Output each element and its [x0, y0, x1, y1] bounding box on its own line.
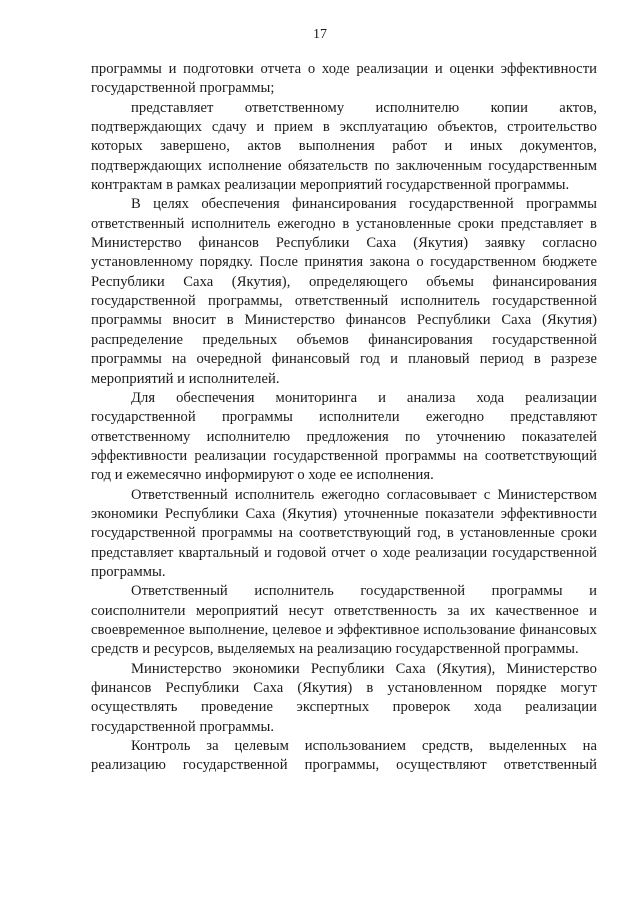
- paragraph-3: В целях обеспечения финансирования государственной программы ответственный исполнитель ежегодно в установленные сроки представляет в Министерство финансов Республики Саха (Якутия) заявку согласно установленному порядку. После принятия закона о государственном бюджете Республики Саха (Якутия), определяющего объемы финансирования государственной программы, ответственный исполнитель государственной программы вносит в Министерство финансов Республики Саха (Якутия) распределение предельных объемов финансирования государственной программы на очередной финансовый год и плановый период в разрезе мероприятий и исполнителей.: [91, 196, 597, 387]
- paragraph-1: программы и подготовки отчета о ходе реализации и оценки эффективности государственной программы;: [91, 61, 597, 97]
- paragraph-7: Министерство экономики Республики Саха (Якутия), Министерство финансов Республики Саха (Якутия) в установленном порядке могут осуществлять проведение экспертных проверок хода реализации государственной программы.: [91, 660, 597, 735]
- paragraph-4: Для обеспечения мониторинга и анализа хода реализации государственной программы исполнители ежегодно представляют ответственному исполнителю предложения по уточнению показателей эффективности реализации государственной программы на соответствующий год и ежемесячно информируют о ходе ее исполнения.: [91, 389, 597, 484]
- paragraph-2: представляет ответственному исполнителю копии актов, подтверждающих сдачу и прием в эксплуатацию объектов, строительство которых завершено, актов выполнения работ и иных документов, подтверждающих исполнение обязательств по заключенным государственным контрактам в рамках реализации мероприятий государственной программы.: [91, 99, 597, 194]
- page-number: 17: [313, 27, 327, 42]
- paragraph-5: Ответственный исполнитель ежегодно согласовывает с Министерством экономики Республики Саха (Якутия) уточненные показатели эффективности государственной программы на соответствующий год, в установленные сроки представляет квартальный и годовой отчет о ходе реализации государственной программы.: [91, 486, 597, 580]
- paragraph-6: Ответственный исполнитель государственной программы и соисполнители мероприятий несут ответственность за их качественное и своевременное выполнение, целевое и эффективное использование финансовых средств и ресурсов, выделяемых на реализацию государственной программы.: [91, 583, 597, 658]
- page-body: [91, 60, 597, 776]
- paragraph-8: Контроль за целевым использованием средств, выделенных на реализацию государственной программы, осуществляют ответственный: [91, 738, 597, 774]
